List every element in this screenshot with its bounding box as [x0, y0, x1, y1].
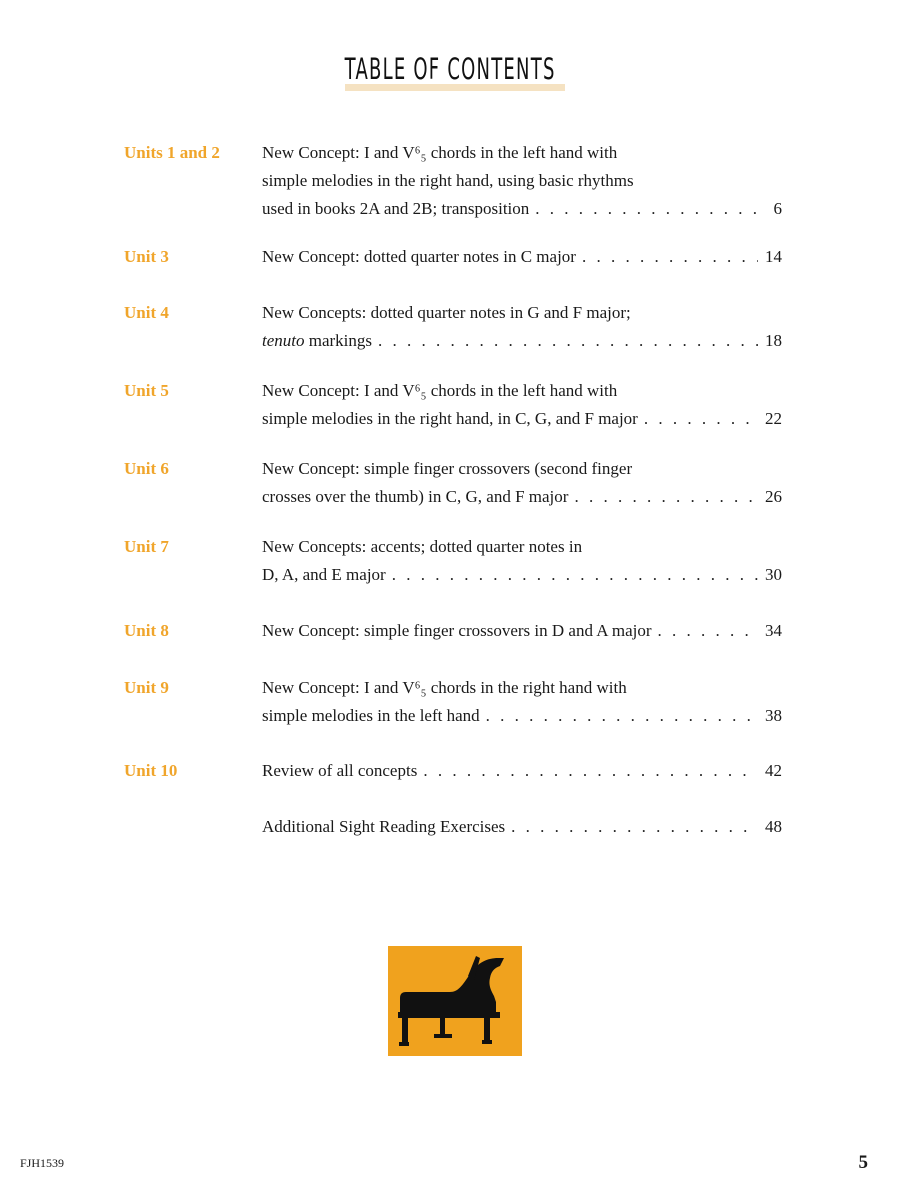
dot-leader [511, 813, 758, 841]
dot-leader [644, 405, 758, 433]
desc-text: used in books 2A and 2B; transposition [262, 199, 530, 218]
unit-label: Unit 8 [124, 621, 169, 640]
page-number: 22 [765, 409, 782, 428]
page-number: 38 [765, 706, 782, 725]
desc-text: New Concept: simple finger crossovers in D and A major [262, 621, 652, 640]
page-number-footer: 5 [858, 1152, 868, 1173]
page-number: 26 [765, 487, 782, 506]
dot-leader [582, 243, 758, 271]
dot-leader [535, 195, 758, 223]
unit-label: Unit 5 [124, 381, 169, 400]
page-number: 34 [765, 621, 782, 640]
desc-text: New Concept: dotted quarter notes in C major [262, 247, 576, 266]
italic-term: tenuto [262, 331, 305, 350]
page-number: 14 [765, 247, 782, 266]
desc-last-line [262, 813, 782, 841]
desc-last-line [262, 327, 782, 355]
desc-line: New Concepts: accents; dotted quarter notes in [262, 537, 583, 556]
desc-text: D, A, and E major [262, 565, 386, 584]
dot-leader [392, 561, 758, 589]
unit-label: Units 1 and 2 [124, 143, 220, 162]
desc-text: crosses over the thumb) in C, G, and F major [262, 487, 569, 506]
desc-text-rest: markings [304, 331, 373, 350]
desc-last-line [262, 243, 782, 271]
unit-label: Unit 4 [124, 303, 169, 322]
desc-line: New Concepts: dotted quarter notes in G and F major; [262, 303, 631, 322]
dot-leader [574, 483, 758, 511]
desc-text: Additional Sight Reading Exercises [262, 817, 506, 836]
dot-leader [378, 327, 758, 355]
dot-leader [486, 702, 758, 730]
desc-line: New Concept: I and V⁶₅ chords in the left hand with [262, 143, 618, 162]
desc-last-line [262, 702, 782, 730]
page-number: 6 [773, 199, 782, 218]
desc-text [262, 327, 372, 355]
entry-description [262, 533, 782, 589]
entry-description [262, 757, 782, 785]
grand-piano-icon [388, 946, 522, 1056]
page-title: TABLE OF CONTENTS [344, 52, 556, 86]
entry-description [262, 813, 782, 841]
desc-last-line [262, 757, 782, 785]
entry-description [262, 243, 782, 271]
unit-label: Unit 3 [124, 247, 169, 266]
unit-label: Unit 7 [124, 537, 169, 556]
desc-line: New Concept: I and V⁶₅ chords in the right hand with [262, 678, 627, 697]
entry-description [262, 299, 782, 355]
footer-code: FJH1539 [20, 1156, 65, 1170]
entry-description [262, 139, 782, 223]
page-number: 42 [765, 761, 782, 780]
piano-logo [388, 946, 522, 1056]
page-number: 18 [765, 331, 782, 350]
dot-leader [423, 757, 758, 785]
desc-last-line [262, 483, 782, 511]
desc-line: New Concept: simple finger crossovers (second finger [262, 459, 633, 478]
unit-label: Unit 6 [124, 459, 169, 478]
entry-description [262, 674, 782, 730]
desc-text: simple melodies in the right hand, in C, G, and F major [262, 409, 638, 428]
unit-label: Unit 10 [124, 761, 178, 780]
desc-text: simple melodies in the left hand [262, 706, 480, 725]
desc-text: Review of all concepts [262, 761, 418, 780]
entry-description [262, 377, 782, 433]
page-number: 48 [765, 817, 782, 836]
desc-last-line [262, 405, 782, 433]
entry-description [262, 617, 782, 645]
entry-description [262, 455, 782, 511]
unit-label: Unit 9 [124, 678, 169, 697]
dot-leader [658, 617, 758, 645]
desc-last-line [262, 561, 782, 589]
desc-line: simple melodies in the right hand, using basic rhythms [262, 171, 634, 190]
desc-last-line [262, 617, 782, 645]
page-number: 30 [765, 565, 782, 584]
desc-line: New Concept: I and V⁶₅ chords in the left hand with [262, 381, 618, 400]
desc-last-line [262, 195, 782, 223]
